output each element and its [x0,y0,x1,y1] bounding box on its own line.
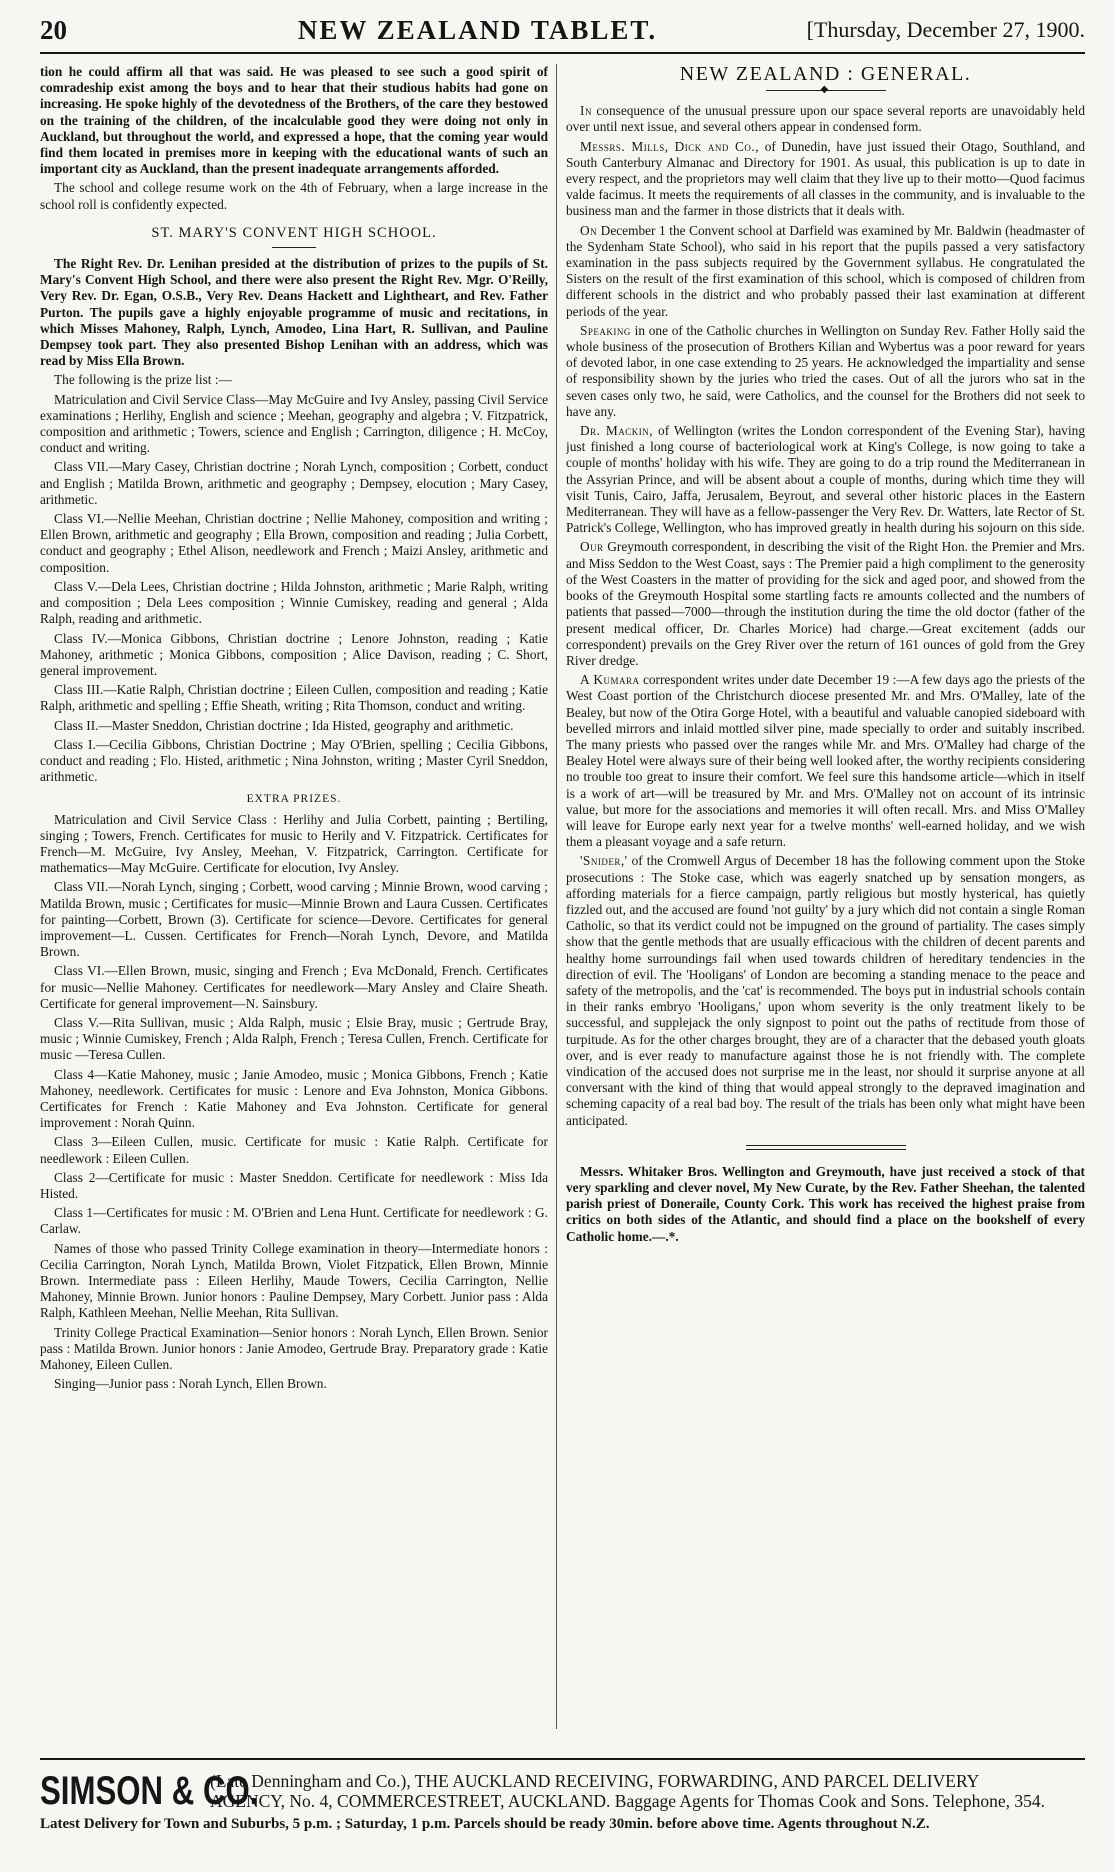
publication-title: NEW ZEALAND TABLET. [297,14,658,45]
bookseller-notice: Messrs. Whitaker Bros. Wellington and Greymouth, have just received a stock of that very sparkling and clever novel, My New Curate, by the Rev. Father Sheehan, the talented parish priest of Doneraile, County Cork. This work has received the highest praise from critics on both sides of the Atlantic, and should find a place on the bookshelf of every Catholic home.—.*. [566,1163,1085,1244]
prize-class-paragraph: Class VI.—Nellie Meehan, Christian doctrine ; Nellie Mahoney, composition and writing ; Ellen Brown, arithmetic and geography ; Ella Brown, composition and reading ; Julia Corbett, conduct and geography ; Ethel Alison, needlework and French ; Maizi Ansley, arithmetic and composition. [40,511,548,575]
paragraph-body: Greymouth correspondent, in describing the visit of the Right Hon. the Premier and Mrs. and Miss Seddon to the West Coast, says : The Premier paid a high compliment to the generosity of the West Coasters in the matter of providing for the sick and aged poor, and showed from the books of the Greymouth Hospital some startling facts re amounts collected and the numbers of patients that passed—7000—through the institution during the time the old doctor (father of the present medical officer, Dr. Charles Morice) had charge.—Great excitement (adds our correspondent) prevails on the Grey River over the return of 161 ounces of gold from the Grey River dredge. [566,539,1085,668]
paragraph-lead: 'Snider,' [580,853,628,869]
news-paragraph [566,103,1085,135]
prize-class-paragraph: Class VII.—Mary Casey, Christian doctrine ; Norah Lynch, composition ; Corbett, conduct and English ; Matilda Brown, arithmetic and geography ; Dempsey, elocution ; Mary Casey, arithmetic. [40,459,548,507]
news-paragraph [566,139,1085,220]
extra-prize-paragraph: Trinity College Practical Examination—Senior honors : Norah Lynch, Ellen Brown. Senior pass : Matilda Brown. Junior honors : Janie Amodeo, Gertrude Bray. Preparatory grade : Katie Mahoney, Eileen Cullen. [40,1324,548,1373]
prize-class-paragraph: Class II.—Master Sneddon, Christian doctrine ; Ida Histed, geography and arithmetic. [54,717,514,733]
page-number: 20 [40,14,67,45]
news-paragraph [566,672,1085,850]
article-paragraph: The following is the prize list :— [54,372,232,388]
prize-class-paragraph: Class I.—Cecilia Gibbons, Christian Doctrine ; May O'Brien, spelling ; Cecilia Gibbons, conduct and reading ; Flo. Histed, arithmetic ; Nina Johnston, writing ; Master Cyril Sneddon, arithmetic. [40,736,548,785]
double-rule-divider [746,1145,906,1150]
news-paragraph [566,223,1085,320]
masthead [40,8,1085,54]
advert-text [210,1771,1045,1811]
paragraph-body: of the Cromwell Argus of December 18 has the following comment upon the Stoke prosecutions : The Stoke case, which was eagerly snatched up by sensation mongers, as affording materials for a fierce campaign, partly religious but mostly hysterical, has quietly fizzled out, and the accused are found 'not guilty' by a jury which did not contain a single Roman Catholic, so that its verdict could not be impugned on the ground of partiality. The cases simply show that the gentle methods that are usually efficacious with the children of decent parents and healthy home surroundings fail when used towards children of hereditary tendencies in the direction of evil. The 'Hooligans' of London are becoming a standing menace to the peace and safety of the metropolis, and the 'cat' is recommended. The boys put in industrial schools contain in their ranks embryo 'Hooligans,' upon whom severity is the only treatment likely to be successful, and supplejack the only signpost to point out the paths of rectitude from those of turpitude. As for the other charges brought, they are of a character that the debased youth gloats over, and is ever ready to manufacture against those he is not friendly with. The complete vindication of the accused does not surprise me in the least, nor should it surprise anyone at all conversant with the kind of thing that would appeal strongly to the depraved imagination and scheming capacity of a real bad boy. The result of the trials has been only what might have been anticipated. [566,853,1085,1128]
paragraph-body: December 1 the Convent school at Darfield was examined by Mr. Baldwin (headmaster of the Sydenham State School), who said in his report that the pupils passed a very satisfactory examination in the pass subjects required by the Government syllabus. He congratulated the Sisters on the result of the first examination of this school, which is composed of children from different schools in the district and who probably passed their last examination at different periods of the year. [566,222,1085,319]
article-paragraph: The Right Rev. Dr. Lenihan presided at the distribution of prizes to the pupils of St. Mary's Convent High School, and there were also present the Right Rev. Mgr. O'Reilly, Very Rev. Dr. Egan, O.S.B., Very Rev. Deans Hackett and Lightheart, and Rev. Father Purton. The pupils gave a highly enjoyable programme of music and recitations, in which Misses Mahoney, Ralph, Lynch, Amodeo, Lina Hart, R. Sullivan, and Pauline Dempsey took part. They also presented Bishop Lenihan with an address, which was read by Miss Ella Brown. [40,256,548,369]
advert-line: (Late Denningham and Co.), THE AUCKLAND RECEIVING, FORWARDING, AND PARCEL DELIVERY [210,1771,980,1791]
extra-prizes-heading: EXTRA PRIZES. [246,793,342,806]
prize-class-paragraph: Matriculation and Civil Service Class—May McGuire and Ivy Ansley, passing Civil Service examinations ; Herlihy, English and science ; Meehan, geography and algebra ; V. Fitzpatrick, composition and arithmetic ; Towers, science and English ; Carrington, diligence ; H. McCoy, conduct and writing. [40,391,548,456]
paragraph-body: consequence of the unusual pressure upon our space several reports are unavoidably held over until next issue, and several others appear in condensed form. [566,103,1085,135]
extra-prize-paragraph: Class 4—Katie Mahoney, music ; Janie Amodeo, music ; Monica Gibbons, French ; Katie Mahoney, needlework. Certificates for music : Lenore and Eva Johnston, Monica Gibbons. Certificates for French : Katie Mahoney and Eva Johnston. Certificate for general improvement : Norah Quinn. [40,1066,548,1131]
news-paragraph [566,539,1085,669]
intro-paragraph: tion he could affirm all that was said. He was pleased to see such a good spirit of comradeship exist among the boys and to hear that their studious habits had gone on increasing. He spoke highly of the devotedness of the Brothers, of the care they bestowed on the training of the children, of the incalculable good they were doing not only in Auckland, but throughout the world, and expressed a hope, that the coming year would find them located in premises more in keeping with the educational wants of such an important city as Auckland, than the present inadequate arrangements afforded. [40,64,548,177]
section-heading-st-marys: ST. MARY'S CONVENT HIGH SCHOOL. [151,224,437,241]
extra-prize-paragraph: Class 2—Certificate for music : Master Sneddon. Certificate for needlework : Miss Ida Histed. [40,1169,548,1201]
paragraph-lead: A Kumara [580,672,640,688]
extra-prize-paragraph: Singing—Junior pass : Norah Lynch, Ellen Brown. [54,1376,327,1392]
extra-prize-paragraph: Class VII.—Norah Lynch, singing ; Corbett, wood carving ; Minnie Brown, wood carving ; Matilda Brown, music ; Certificates for music—Minnie Brown and Laura Cussen. Certificates for painting—Corbett, Brown (3). Certificate for science—Devore. Certificates for general improvement—L. Cussen. Certificates for French—Norah Lynch, Devore, and Matilda Brown. [40,879,548,960]
paragraph-lead: Messrs. Mills, Dick and Co., [580,138,760,154]
advertisement-footer [40,1758,1085,1844]
advert-row [40,1770,1085,1812]
issue-date: [Thursday, December 27, 1900. [806,17,1085,42]
diamond-ornament-icon: ◆ [820,84,829,96]
advert-firm-name: SIMSON & CO. [40,1769,259,1813]
extra-prize-paragraph: Class VI.—Ellen Brown, music, singing and French ; Eva McDonald, French. Certificates for music—Nellie Mahoney. Certificates for needlework—Mary Ansley and Claire Sheath. Certificate for general improvement—N. Sainsbury. [40,963,548,1011]
prize-class-paragraph: Class III.—Katie Ralph, Christian doctrine ; Eileen Cullen, composition and reading ; Katie Ralph, arithmetic and spelling ; Effie Sheath, writing ; Rita Thomson, conduct and writing. [40,682,548,714]
paragraph-lead: Our [580,539,604,555]
paragraph-lead: On [580,222,598,238]
news-paragraph [566,423,1085,536]
news-paragraph [566,853,1085,1128]
paragraph-body: in one of the Catholic churches in Wellington on Sunday Rev. Father Holly said the whole business of the prosecution of Brothers Kilian and Wybertus was a poor reward for years of devoted labor, in one case extending to 25 years. He acknowledged the impartiality and sense of responsibility shown by the juries who tried the cases. Out of all the jurors who sat in the seven cases only two, he said, were Catholics, and the counsel for the Brothers did not seek to have any. [566,322,1085,419]
extra-prize-paragraph: Class V.—Rita Sullivan, music ; Alda Ralph, music ; Elsie Bray, music ; Gertrude Bray, music ; Winnie Cumiskey, French ; Alda Ralph, French ; Teresa Cullen, French. Certificate for music —Teresa Cullen. [40,1014,548,1063]
divider [272,247,316,248]
paragraph-body: of Dunedin, have just issued their Otago, Southland, and South Canterbury Almanac and Directory for 1901. As usual, this publication is up to date in every respect, and the proprietors may well claim that they live up to their motto—Quod facimus valde facimus. It meets the requirements of all classes in the community, and is invaluable to the business man and the farmer in those districts that it deals with. [566,138,1085,219]
right-column [566,64,1085,1749]
paragraph-lead: Speaking [580,322,631,338]
column-divider [556,64,557,1729]
paragraph-lead: In [580,103,592,119]
prize-class-paragraph: Class IV.—Monica Gibbons, Christian doctrine ; Lenore Johnston, reading ; Katie Mahoney, arithmetic ; Monica Gibbons, composition ; Alice Davison, reading ; C. Short, general improvement. [40,630,548,678]
extra-prize-paragraph: Names of those who passed Trinity College examination in theory—Intermediate honors : Cecilia Carrington, Norah Lynch, Matilda Brown, Violet Fitzpatick, Ellen Brown, Minnie Brown. Intermediate pass : Eileen Herlihy, Maude Towers, Cecilia Carrington, Nellie Mahoney, Minnie Brown. Junior honors : Pauline Dempsey, Mary Corbett. Junior pass : Alda Ralph, Kathleen Meehan, Nellie Meehan, Rita Sullivan. [40,1240,548,1321]
extra-prize-paragraph: Matriculation and Civil Service Class : Herlihy and Julia Corbett, painting ; Bertiling, singing ; Towers, French. Certificates for music to Herily and V. Fitzpatrick. Certificates for French—M. McGuire, Ivy Ansley, Meehan, V. Fitzpatrick, Carrington. Certificate for mathematics—May McGuire. Certificate for elocution, Ivy Ansley. [40,811,548,876]
prize-class-paragraph: Class V.—Dela Lees, Christian doctrine ; Hilda Johnston, arithmetic ; Marie Ralph, writing and composition ; Dela Lees composition ; Winnie Cumiskey, reading and general ; Alda Ralph, reading and arithmetic. [40,578,548,627]
intro-paragraph: The school and college resume work on the 4th of February, when a large increase in the school roll is confidently expected. [40,180,548,212]
left-column [40,64,548,1749]
extra-prize-paragraph: Class 1—Certificates for music : M. O'Brien and Lena Hunt. Certificate for needlework : G. Carlaw. [40,1205,548,1237]
advert-delivery-line: Latest Delivery for Town and Suburbs, 5 p.m. ; Saturday, 1 p.m. Parcels should be ready 30min. before above time. Agents throughout N.Z. [40,1816,930,1832]
paragraph-body: correspondent writes under date December 19 :—A few days ago the priests of the West Coast portion of the Christchurch diocese presented Mr. and Mrs. O'Malley, late of the Bealey, but now of the Otira Gorge Hotel, with a beautiful and valuable canopied sideboard with bevelled mirrors and inlaid mottled silver pine, made specially to order and suitably inscribed. The many priests who passed over the ranges while Mr. and Mrs. O'Malley had charge of the Bealey Hotel were always sure of their being well looked after, the worthy recipients considering no trouble too great to insure their comfort. We feel sure this handsome article—which in itself is a work of art—will be treasured by Mr. and Mrs. O'Malley not on account of its intrinsic value, but more for the associations and memories it will often recall. Mrs. and Miss O'Malley will leave for Europe early next year for a twelve months' well-earned holiday, and we wish them a pleasant voyage and a safe return. [566,672,1085,850]
extra-prize-paragraph: Class 3—Eileen Cullen, music. Certificate for music : Katie Ralph. Certificate for needlework : Eileen Cullen. [40,1134,548,1166]
paragraph-body: of Wellington (writes the London correspondent of the Evening Star), having just finished a long course of bacteriological work at King's College, is now going to take a couple of months' holiday with his wife. They are going to do a trip round the Mediterranean in the Assyrian Prince, and will be absent about a couple of months, during which time they will visit Tunis, Cairo, Jaffa, Jerusalem, Beyrout, and several other historic places in the Eastern Mediterranean. They will have as a fellow-passenger the Very Rev. Dr. Watters, late Rector of St. Patrick's College, Wellington, who has improved greatly in health during his sojourn on this side. [566,423,1085,536]
ornamental-divider [766,84,886,96]
news-paragraph [566,323,1085,420]
advert-line: AGENCY, No. 4, COMMERCESTREET, AUCKLAND. Baggage Agents for Thomas Cook and Sons. Telephone, 354. [210,1791,1046,1811]
paragraph-lead: Dr. Mackin, [580,423,654,439]
section-heading-nz-general: NEW ZEALAND : GENERAL. [679,64,972,85]
